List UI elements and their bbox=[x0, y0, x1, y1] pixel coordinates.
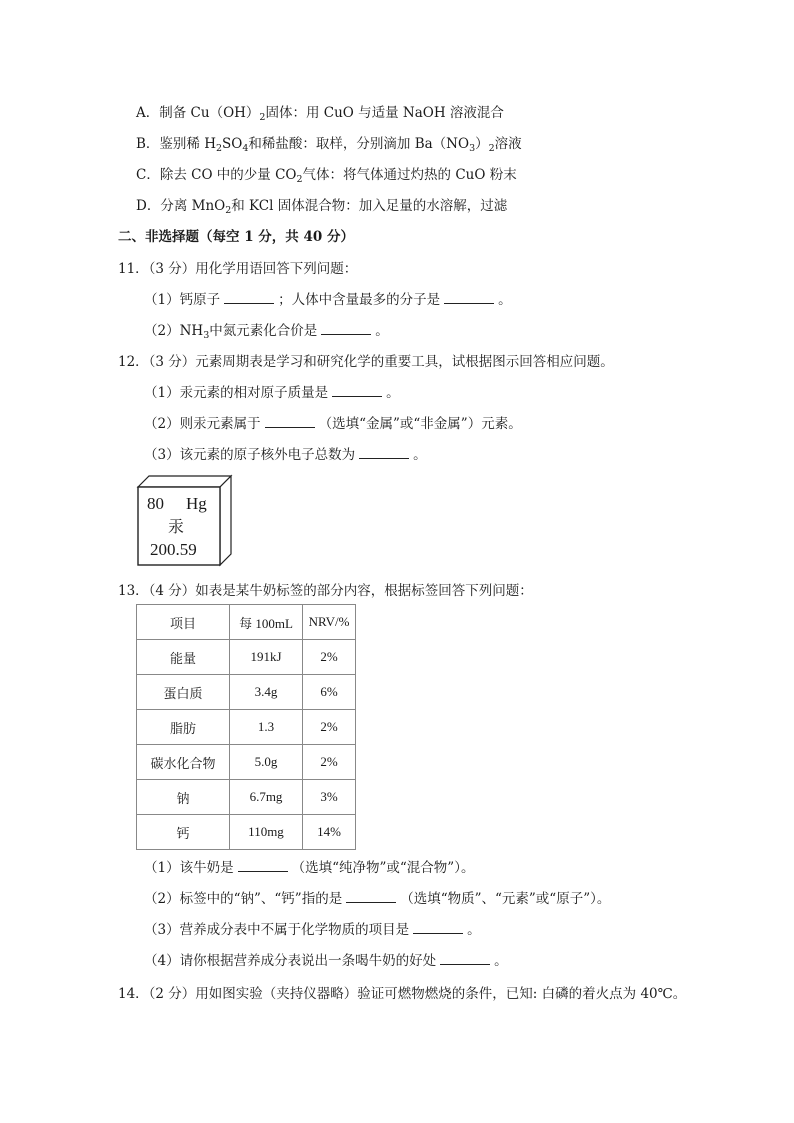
table-cell: 2% bbox=[303, 710, 356, 745]
answer-blank[interactable] bbox=[321, 322, 371, 335]
atomic-mass: 200.59 bbox=[150, 540, 197, 559]
q12-part2: （2）则汞元素属于 （选填“金属”或“非金属”）元素。 bbox=[144, 416, 522, 432]
option-d: D．分离 MnO$_2$和 KCl 固体混合物：加入足量的水溶解，过滤 bbox=[136, 198, 508, 216]
q11-stem: 11．（3 分）用化学用语回答下列问题： bbox=[118, 261, 358, 277]
q13-part3: （3）营养成分表中不属于化学物质的项目是 。 bbox=[144, 922, 481, 938]
table-cell: 3.4g bbox=[230, 675, 303, 710]
table-cell: 6% bbox=[303, 675, 356, 710]
table-row bbox=[137, 640, 356, 675]
header-nrv: NRV/% bbox=[303, 605, 356, 640]
answer-blank[interactable] bbox=[224, 291, 274, 304]
table-cell: 3% bbox=[303, 780, 356, 815]
q12-stem: 12．（3 分）元素周期表是学习和研究化学的重要工具，试根据图示回答相应问题。 bbox=[118, 354, 614, 370]
table-header-row bbox=[137, 605, 356, 640]
periodic-element-cell bbox=[136, 474, 233, 567]
q14-stem: 14．（2 分）用如图实验（夹持仪器略）验证可燃物燃烧的条件，已知: 白磷的着火点为 40℃。 bbox=[118, 986, 687, 1002]
option-a: A．制备 $Cu(OH)_2$固体：用 CuO 与适量 NaOH 溶液混合 bbox=[136, 105, 504, 123]
table-cell: 14% bbox=[303, 815, 356, 850]
q12-part3: （3）该元素的原子核外电子总数为 。 bbox=[144, 447, 427, 463]
table-cell: 1.3 bbox=[230, 710, 303, 745]
table-cell: 2% bbox=[303, 745, 356, 780]
table-cell: 脂肪 bbox=[137, 710, 230, 745]
answer-blank[interactable] bbox=[413, 921, 463, 934]
q11-part1: （1）钙原子 ；人体中含量最多的分子是 。 bbox=[144, 292, 512, 308]
table-row bbox=[137, 745, 356, 780]
table-cell: 蛋白质 bbox=[137, 675, 230, 710]
element-symbol: Hg bbox=[186, 494, 207, 513]
element-name: 汞 bbox=[168, 517, 185, 536]
table-cell: 191kJ bbox=[230, 640, 303, 675]
answer-blank[interactable] bbox=[444, 291, 494, 304]
option-b: B．鉴别稀 $H_2SO_4$和稀盐酸：取样，分别滴加 $Ba(NO_3)_2$溶液 bbox=[136, 136, 522, 154]
header-item: 项目 bbox=[137, 605, 230, 640]
q13-part2: （2）标签中的“钠”、“钙”指的是 （选填“物质”、“元素”或“原子”）。 bbox=[144, 891, 611, 907]
table-row bbox=[137, 710, 356, 745]
table-row bbox=[137, 675, 356, 710]
q13-part1: （1）该牛奶是 （选填“纯净物”或“混合物”）。 bbox=[144, 860, 475, 876]
table-cell: 5.0g bbox=[230, 745, 303, 780]
answer-blank[interactable] bbox=[265, 415, 315, 428]
q11-part2: $(2)NH_3$中氮元素化合价是 。 bbox=[144, 323, 389, 341]
atomic-number: 80 bbox=[147, 494, 164, 513]
answer-blank[interactable] bbox=[346, 890, 396, 903]
table-cell: 碳水化合物 bbox=[137, 745, 230, 780]
table-cell: 2% bbox=[303, 640, 356, 675]
table-row bbox=[137, 780, 356, 815]
table-cell: 钠 bbox=[137, 780, 230, 815]
nutrition-table bbox=[136, 604, 356, 850]
answer-blank[interactable] bbox=[359, 446, 409, 459]
table-cell: 6.7mg bbox=[230, 780, 303, 815]
table-cell: 钙 bbox=[137, 815, 230, 850]
section-title: 二、非选择题（每空 1 分，共 40 分） bbox=[118, 229, 354, 245]
q12-part1: （1）汞元素的相对原子质量是 。 bbox=[144, 385, 400, 401]
q13-part4: （4）请你根据营养成分表说出一条喝牛奶的好处 。 bbox=[144, 953, 508, 969]
answer-blank[interactable] bbox=[238, 859, 288, 872]
option-c: C．除去 CO 中的少量 $CO_2$气体：将气体通过灼热的 CuO 粉末 bbox=[136, 167, 517, 185]
answer-blank[interactable] bbox=[440, 952, 490, 965]
table-cell: 能量 bbox=[137, 640, 230, 675]
table-row bbox=[137, 815, 356, 850]
q13-stem: 13．（4 分）如表是某牛奶标签的部分内容，根据标签回答下列问题： bbox=[118, 583, 533, 599]
header-per100ml: 每 100mL bbox=[230, 605, 303, 640]
table-cell: 110mg bbox=[230, 815, 303, 850]
answer-blank[interactable] bbox=[332, 384, 382, 397]
